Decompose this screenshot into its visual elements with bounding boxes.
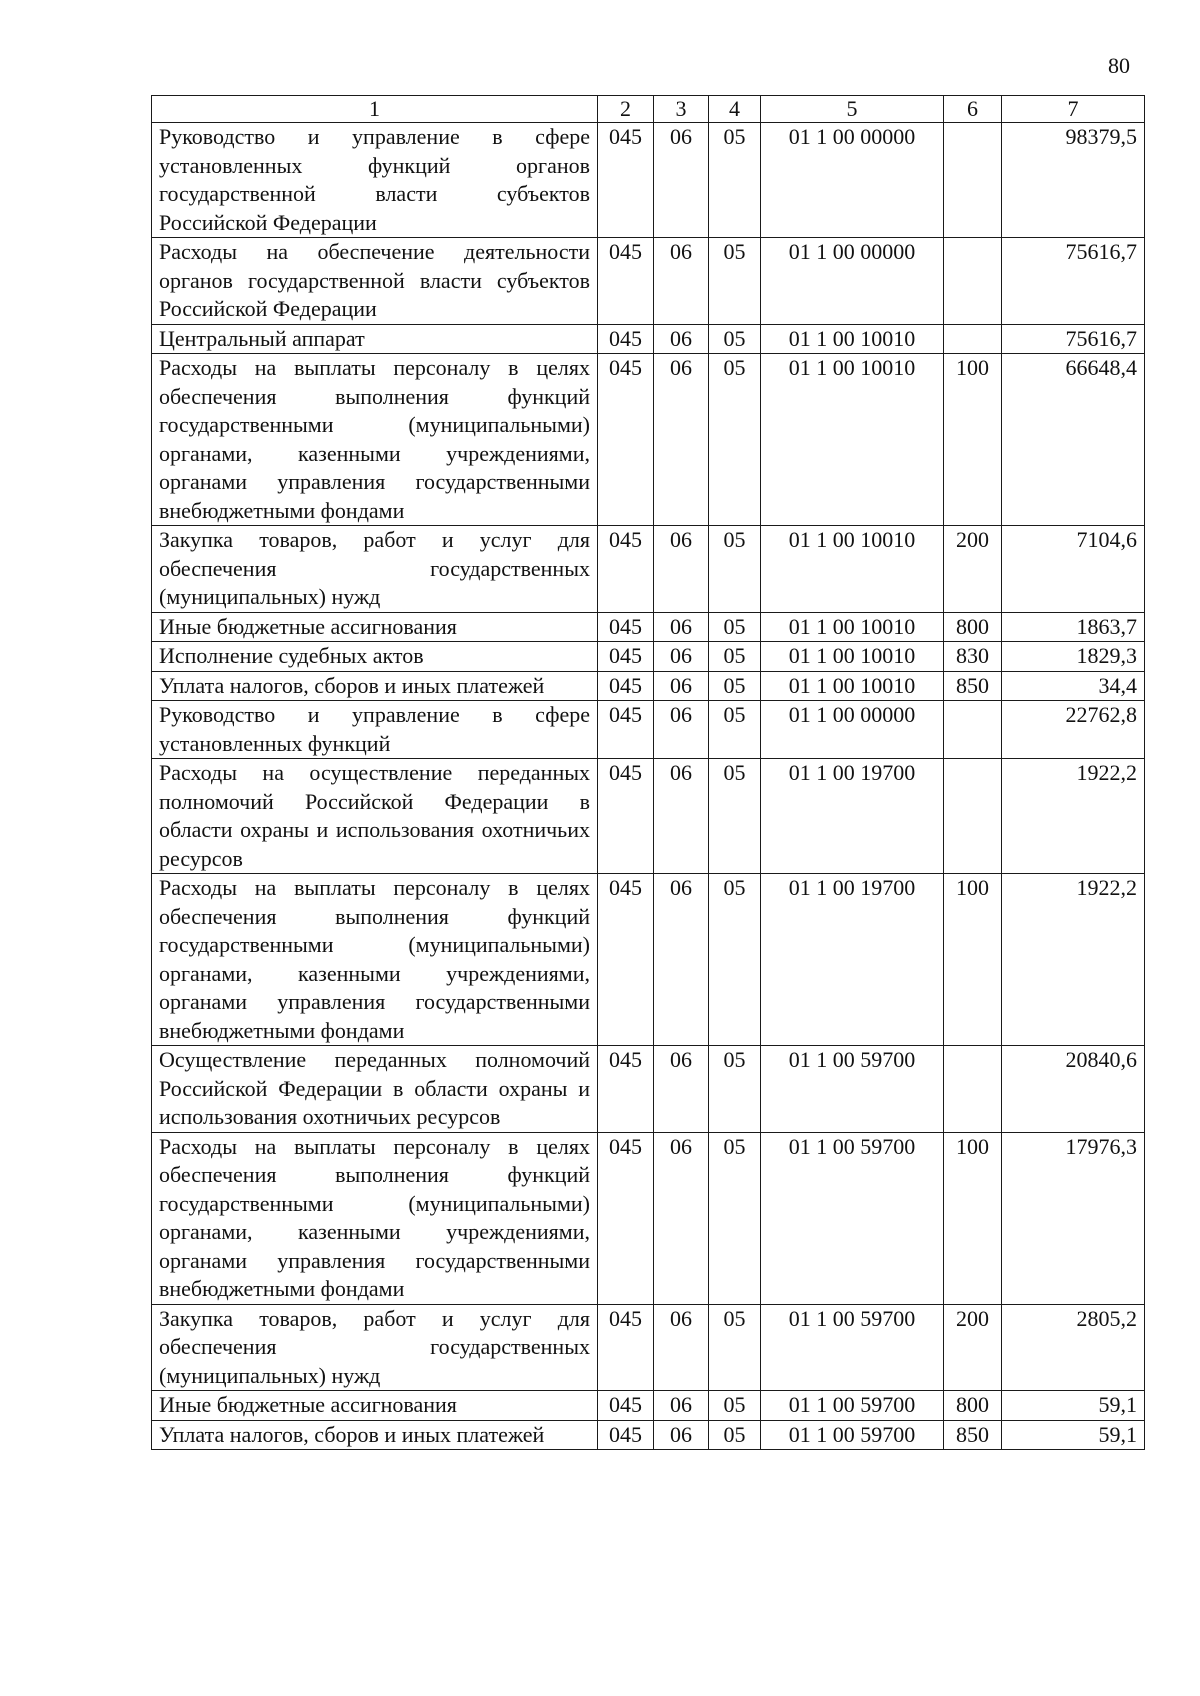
row-subsection: 05 [709, 642, 761, 672]
row-admin-code: 045 [598, 1046, 654, 1133]
table-row [152, 1304, 1145, 1391]
row-subsection: 05 [709, 1046, 761, 1133]
row-section: 06 [654, 671, 709, 701]
row-admin-code: 045 [598, 874, 654, 1046]
row-subsection: 05 [709, 354, 761, 526]
row-subsection: 05 [709, 612, 761, 642]
row-target-code: 01 1 00 00000 [761, 238, 944, 325]
row-target-code: 01 1 00 59700 [761, 1304, 944, 1391]
row-admin-code: 045 [598, 759, 654, 874]
row-target-code: 01 1 00 59700 [761, 1046, 944, 1133]
row-section: 06 [654, 354, 709, 526]
row-admin-code: 045 [598, 324, 654, 354]
row-target-code: 01 1 00 10010 [761, 526, 944, 613]
row-admin-code: 045 [598, 701, 654, 759]
column-header: 1 [152, 96, 598, 123]
row-admin-code: 045 [598, 642, 654, 672]
row-expense-type: 800 [944, 1391, 1002, 1421]
row-amount: 75616,7 [1002, 238, 1145, 325]
row-section: 06 [654, 1046, 709, 1133]
table-row [152, 1132, 1145, 1304]
row-name: Расходы на обеспечение деятельности органов государственной власти субъектов Российской Федерации [152, 238, 598, 325]
row-subsection: 05 [709, 1132, 761, 1304]
row-name: Осуществление переданных полномочий Российской Федерации в области охраны и использования охотничьих ресурсов [152, 1046, 598, 1133]
row-amount: 17976,3 [1002, 1132, 1145, 1304]
table-row [152, 354, 1145, 526]
row-section: 06 [654, 238, 709, 325]
row-amount: 1922,2 [1002, 759, 1145, 874]
row-amount: 98379,5 [1002, 123, 1145, 238]
row-subsection: 05 [709, 238, 761, 325]
row-name: Расходы на выплаты персоналу в целях обеспечения выполнения функций государственными (муниципальными) органами, казенными учреждениями, органами управления государственными внебюджетными фондами [152, 1132, 598, 1304]
row-amount: 59,1 [1002, 1391, 1145, 1421]
row-target-code: 01 1 00 10010 [761, 671, 944, 701]
table-row [152, 123, 1145, 238]
row-subsection: 05 [709, 1420, 761, 1450]
row-name: Закупка товаров, работ и услуг для обеспечения государственных (муниципальных) нужд [152, 526, 598, 613]
table-header-row [152, 96, 1145, 123]
row-expense-type: 100 [944, 1132, 1002, 1304]
row-expense-type [944, 238, 1002, 325]
row-section: 06 [654, 642, 709, 672]
column-header: 5 [761, 96, 944, 123]
table-row [152, 1046, 1145, 1133]
row-subsection: 05 [709, 123, 761, 238]
row-subsection: 05 [709, 759, 761, 874]
table-row [152, 324, 1145, 354]
row-name: Центральный аппарат [152, 324, 598, 354]
table-row [152, 526, 1145, 613]
row-section: 06 [654, 701, 709, 759]
row-admin-code: 045 [598, 671, 654, 701]
row-section: 06 [654, 1304, 709, 1391]
row-target-code: 01 1 00 59700 [761, 1132, 944, 1304]
row-amount: 1922,2 [1002, 874, 1145, 1046]
row-expense-type [944, 759, 1002, 874]
row-expense-type [944, 1046, 1002, 1133]
row-expense-type [944, 324, 1002, 354]
row-target-code: 01 1 00 19700 [761, 759, 944, 874]
row-section: 06 [654, 1420, 709, 1450]
row-expense-type: 850 [944, 671, 1002, 701]
row-expense-type: 850 [944, 1420, 1002, 1450]
table-row [152, 874, 1145, 1046]
row-expense-type: 100 [944, 354, 1002, 526]
row-name: Иные бюджетные ассигнования [152, 612, 598, 642]
row-expense-type: 200 [944, 526, 1002, 613]
row-admin-code: 045 [598, 1391, 654, 1421]
row-section: 06 [654, 1132, 709, 1304]
table-row [152, 671, 1145, 701]
row-target-code: 01 1 00 00000 [761, 701, 944, 759]
row-target-code: 01 1 00 19700 [761, 874, 944, 1046]
row-section: 06 [654, 874, 709, 1046]
column-header: 6 [944, 96, 1002, 123]
row-amount: 20840,6 [1002, 1046, 1145, 1133]
row-subsection: 05 [709, 324, 761, 354]
table-row [152, 1420, 1145, 1450]
row-name: Руководство и управление в сфере установленных функций органов государственной власти субъектов Российской Федерации [152, 123, 598, 238]
row-name: Руководство и управление в сфере установленных функций [152, 701, 598, 759]
table-row [152, 612, 1145, 642]
row-target-code: 01 1 00 59700 [761, 1391, 944, 1421]
row-target-code: 01 1 00 00000 [761, 123, 944, 238]
row-admin-code: 045 [598, 238, 654, 325]
row-admin-code: 045 [598, 526, 654, 613]
row-name: Расходы на выплаты персоналу в целях обеспечения выполнения функций государственными (муниципальными) органами, казенными учреждениями, органами управления государственными внебюджетными фондами [152, 354, 598, 526]
column-header: 7 [1002, 96, 1145, 123]
row-name: Иные бюджетные ассигнования [152, 1391, 598, 1421]
table-row [152, 701, 1145, 759]
row-expense-type: 100 [944, 874, 1002, 1046]
row-name: Расходы на осуществление переданных полномочий Российской Федерации в области охраны и использования охотничьих ресурсов [152, 759, 598, 874]
row-amount: 1863,7 [1002, 612, 1145, 642]
row-target-code: 01 1 00 10010 [761, 324, 944, 354]
table-row [152, 642, 1145, 672]
row-name: Закупка товаров, работ и услуг для обеспечения государственных (муниципальных) нужд [152, 1304, 598, 1391]
row-admin-code: 045 [598, 612, 654, 642]
row-section: 06 [654, 324, 709, 354]
row-target-code: 01 1 00 59700 [761, 1420, 944, 1450]
row-expense-type: 200 [944, 1304, 1002, 1391]
row-amount: 7104,6 [1002, 526, 1145, 613]
table-row [152, 1391, 1145, 1421]
row-admin-code: 045 [598, 1132, 654, 1304]
row-section: 06 [654, 123, 709, 238]
row-section: 06 [654, 1391, 709, 1421]
row-target-code: 01 1 00 10010 [761, 354, 944, 526]
row-subsection: 05 [709, 1304, 761, 1391]
row-target-code: 01 1 00 10010 [761, 642, 944, 672]
row-name: Уплата налогов, сборов и иных платежей [152, 1420, 598, 1450]
row-amount: 75616,7 [1002, 324, 1145, 354]
row-section: 06 [654, 526, 709, 613]
row-subsection: 05 [709, 526, 761, 613]
row-expense-type [944, 701, 1002, 759]
row-admin-code: 045 [598, 354, 654, 526]
table-row [152, 759, 1145, 874]
row-amount: 66648,4 [1002, 354, 1145, 526]
table-row [152, 238, 1145, 325]
page-number: 80 [1108, 53, 1130, 78]
row-admin-code: 045 [598, 1420, 654, 1450]
row-expense-type: 830 [944, 642, 1002, 672]
row-name: Уплата налогов, сборов и иных платежей [152, 671, 598, 701]
budget-table [151, 95, 1145, 1450]
row-amount: 59,1 [1002, 1420, 1145, 1450]
column-header: 4 [709, 96, 761, 123]
column-header: 2 [598, 96, 654, 123]
row-target-code: 01 1 00 10010 [761, 612, 944, 642]
row-amount: 1829,3 [1002, 642, 1145, 672]
row-section: 06 [654, 612, 709, 642]
row-expense-type [944, 123, 1002, 238]
row-admin-code: 045 [598, 1304, 654, 1391]
row-admin-code: 045 [598, 123, 654, 238]
row-amount: 2805,2 [1002, 1304, 1145, 1391]
row-subsection: 05 [709, 671, 761, 701]
row-subsection: 05 [709, 701, 761, 759]
column-header: 3 [654, 96, 709, 123]
row-name: Исполнение судебных актов [152, 642, 598, 672]
row-subsection: 05 [709, 1391, 761, 1421]
row-name: Расходы на выплаты персоналу в целях обеспечения выполнения функций государственными (муниципальными) органами, казенными учреждениями, органами управления государственными внебюджетными фондами [152, 874, 598, 1046]
row-amount: 34,4 [1002, 671, 1145, 701]
row-section: 06 [654, 759, 709, 874]
row-amount: 22762,8 [1002, 701, 1145, 759]
row-subsection: 05 [709, 874, 761, 1046]
row-expense-type: 800 [944, 612, 1002, 642]
